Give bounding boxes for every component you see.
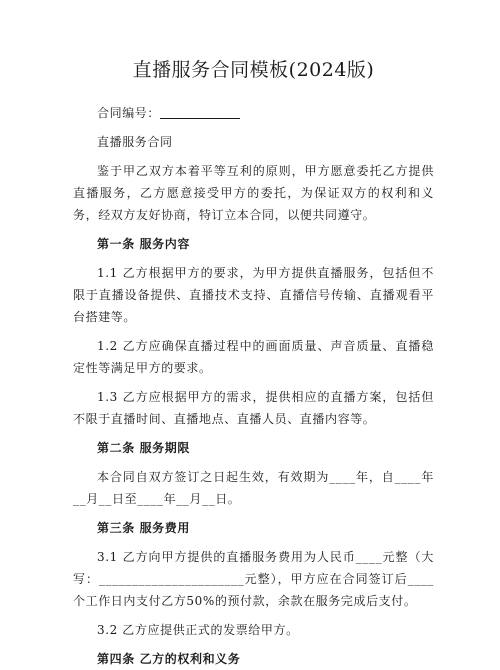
clause-1-2: 1.2 乙方应确保直播过程中的画面质量、声音质量、直播稳定性等满足甲方的要求。 [73,339,434,375]
section-heading-service-content: 第一条 服务内容 [97,237,190,251]
clause-1-1: 1.1 乙方根据甲方的要求，为甲方提供直播服务，包括但不限于直播设备提供、直播技术支持、直播信号传输、直播观看平台搭建等。 [73,266,434,324]
contract-number-line [73,102,434,124]
contract-number-field[interactable] [160,104,240,119]
preamble-paragraph: 鉴于甲乙双方本着平等互利的原则，甲方愿意委托乙方提供直播服务，乙方愿意接受甲方的委托，为保证双方的权利和义务，经双方友好协商，特订立本合同，以便共同遵守。 [73,164,434,222]
contract-number-label: 合同编号： [97,106,161,120]
clause-3-1: 3.1 乙方向甲方提供的直播服务费用为人民币____元整（大写：______________________元整），甲方应在合同签订后____个工作日内支付乙方50%的预付款，余款在服务完成后支付。 [73,550,434,608]
clause-1-3: 1.3 乙方应根据甲方的需求，提供相应的直播方案，包括但不限于直播时间、直播地点、直播人员、直播内容等。 [73,390,434,426]
contract-subtitle: 直播服务合同 [97,135,173,149]
document-title: 直播服务合同模板(2024版) [132,59,375,81]
clause-2-term: 本合同自双方签订之日起生效，有效期为____年，自____年__月__日至____年__月__日。 [73,470,434,506]
clause-3-2: 3.2 乙方应提供正式的发票给甲方。 [97,623,299,637]
section-heading-service-fee: 第三条 服务费用 [97,521,190,535]
section-heading-service-term: 第二条 服务期限 [97,441,190,455]
section-heading-rights-obligations: 第四条 乙方的权利和义务 [97,652,241,666]
